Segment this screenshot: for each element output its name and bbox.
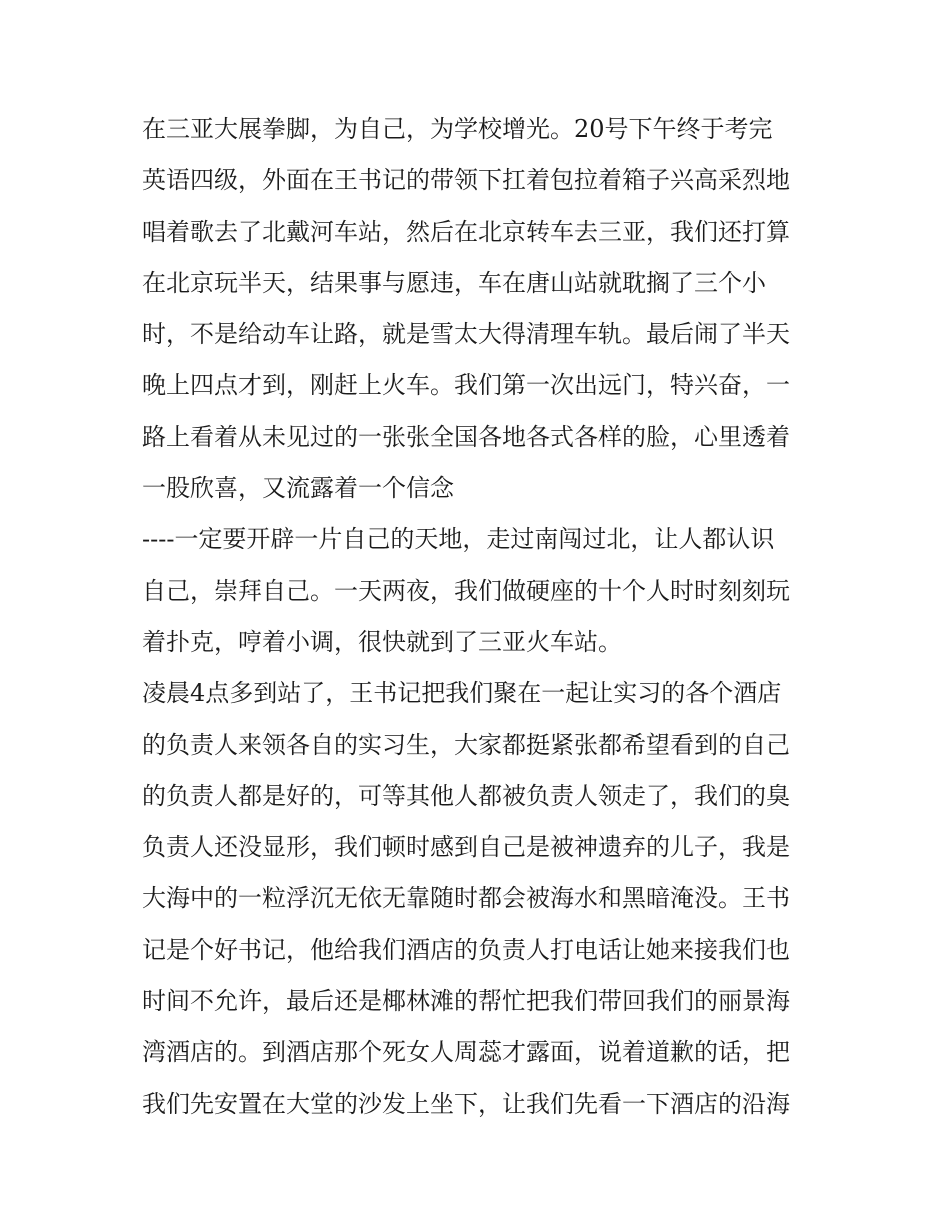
text-line: 着扑克，哼着小调，很快就到了三亚火车站。 bbox=[142, 627, 622, 656]
text-line: 一股欣喜，又流露着一个信念 bbox=[142, 474, 454, 503]
text-line: 自己，崇拜自己。一天两夜，我们做硬座的十个人时时刻刻玩 bbox=[142, 576, 790, 605]
text-line: 负责人还没显形，我们顿时感到自己是被神遗弃的儿子，我是 bbox=[142, 833, 790, 862]
text-line: 在三亚大展拳脚，为自己，为学校增光。20号下午终于考完 bbox=[142, 115, 773, 143]
text-line: 路上看着从未见过的一张张全国各地各式各样的脸，心里透着 bbox=[142, 422, 790, 451]
text-line: 在北京玩半天，结果事与愿违，车在唐山站就耽搁了三个小 bbox=[142, 268, 766, 297]
text-line: 唱着歌去了北戴河车站，然后在北京转车去三亚，我们还打算 bbox=[142, 217, 790, 246]
text-line: 我们先安置在大堂的沙发上坐下，让我们先看一下酒店的沿海 bbox=[142, 1089, 790, 1118]
text-line: ----一定要开辟一片自己的天地，走过南闯过北，让人都认识 bbox=[142, 525, 775, 554]
text-line: 凌晨4点多到站了，王书记把我们聚在一起让实习的各个酒店 bbox=[142, 679, 782, 708]
text-line: 湾酒店的。到酒店那个死女人周蕊才露面，说着道歉的话，把 bbox=[142, 1038, 790, 1067]
text-line: 的负责人都是好的，可等其他人都被负责人领走了，我们的臭 bbox=[142, 781, 790, 810]
text-line: 大海中的一粒浮沉无依无靠随时都会被海水和黑暗淹没。王书 bbox=[142, 884, 790, 913]
text-line: 晚上四点才到，刚赶上火车。我们第一次出远门，特兴奋，一 bbox=[142, 371, 790, 400]
text-line: 记是个好书记，他给我们酒店的负责人打电话让她来接我们也 bbox=[142, 935, 790, 964]
text-line: 英语四级，外面在王书记的带领下扛着包拉着箱子兴高采烈地 bbox=[142, 166, 790, 195]
body-text bbox=[142, 104, 822, 1130]
text-line: 时间不允许，最后还是椰林滩的帮忙把我们带回我们的丽景海 bbox=[142, 987, 790, 1016]
text-line: 的负责人来领各自的实习生，大家都挺紧张都希望看到的自己 bbox=[142, 730, 790, 759]
text-line: 时，不是给动车让路，就是雪太大得清理车轨。最后闹了半天 bbox=[142, 320, 790, 349]
